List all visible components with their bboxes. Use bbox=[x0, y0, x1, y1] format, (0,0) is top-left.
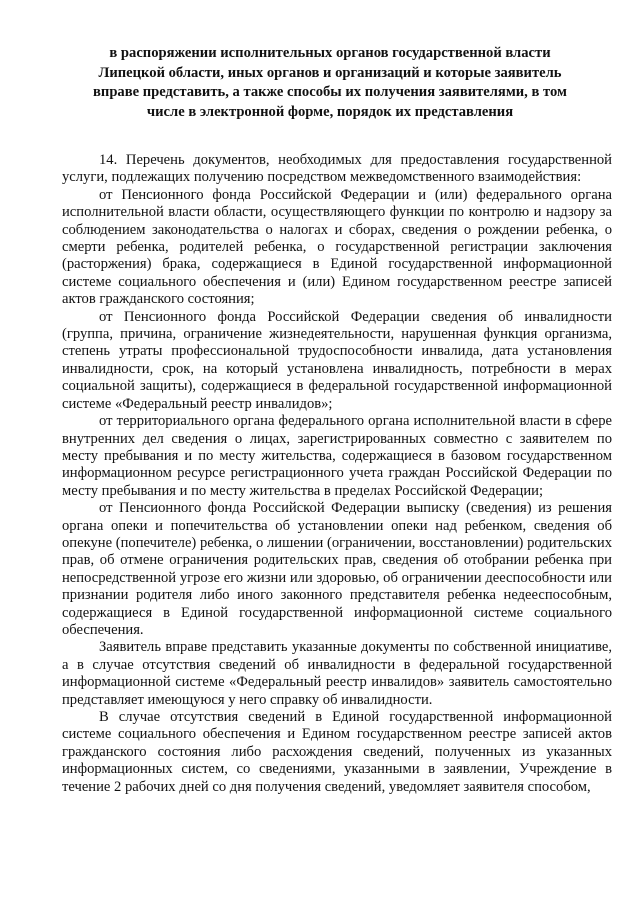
paragraph-pension-fund-disability: от Пенсионного фонда Российской Федерации сведения об инвалидности (группа, причина, ограничение жизнедеятельности, нарушенная функция организма, степень утраты профессиональной трудоспособности инвалида, дата установления инвалидности, срок, на который установлена инвалидность, потребности в мерах социальной защиты), содержащиеся в федеральной государственной информационной системе «Федеральный реестр инвалидов»; bbox=[62, 308, 612, 412]
paragraph-applicant-right: Заявитель вправе представить указанные документы по собственной инициативе, а в случае отсутствия сведений об инвалидности в федеральной государственной информационной системе «Федеральный реестр инвалидов» заявитель самостоятельно представляет имеющуюся у него справку об инвалидности. bbox=[62, 639, 612, 708]
paragraph-item-14: 14. Перечень документов, необходимых для предоставления государственной услуги, подлежащих получению посредством межведомственного взаимодействия: bbox=[62, 152, 612, 186]
section-heading: в распоряжении исполнительных органов государственной власти Липецкой области, иных органов и организаций и которые заявитель вправе представить, а также способы их получения заявителями, в том числе в электронной форме, порядок их представления bbox=[93, 45, 567, 120]
paragraph-pension-fund-guardianship: от Пенсионного фонда Российской Федерации выписку (сведения) из решения органа опеки и попечительства об установлении опеки над ребенком, сведения об опекуне (попечителе) ребенка, о лишении (ограничении, восстановлении) родительских прав, об отмене ограничения родительских прав, сведения об отобрании ребенка при непосредственной угрозе его жизни или здоровью, об ограничении дееспособности или признании родителя либо иного законного представителя ребенка недееспособным, содержащиеся в Единой государственной информационной системе социального обеспечения. bbox=[62, 500, 612, 638]
document-body bbox=[62, 152, 612, 796]
paragraph-pension-fund-birth-death: от Пенсионного фонда Российской Федерации и (или) федерального органа исполнительной власти области, осуществляющего функции по контролю и надзору за соблюдением законодательства о налогах и сборах, сведения о рождении ребенка, о смерти ребенка, родителей ребенка, о государственной регистрации заключения (расторжения) брака, содержащиеся в Единой государственной информационной системе социального обеспечения и (или) Едином государственном реестре записей актов гражданского состояния; bbox=[62, 186, 612, 308]
paragraph-internal-affairs-registration: от территориального органа федерального органа исполнительной власти в сфере внутренних дел сведения о лицах, зарегистрированных совместно с заявителем по месту пребывания и по месту жительства, содержащиеся в базовом государственном информационном ресурсе регистрационного учета граждан Российской Федерации по месту пребывания и по месту жительства в пределах Российской Федерации; bbox=[62, 413, 612, 499]
paragraph-missing-information: В случае отсутствия сведений в Единой государственной информационной системе социального обеспечения и Едином государственном реестре записей актов гражданского состояния либо расхождения сведений, полученных из указанных информационных систем, со сведениями, указанными в заявлении, Учреждение в течение 2 рабочих дней со дня получения сведений, уведомляет заявителя способом, bbox=[62, 709, 612, 795]
